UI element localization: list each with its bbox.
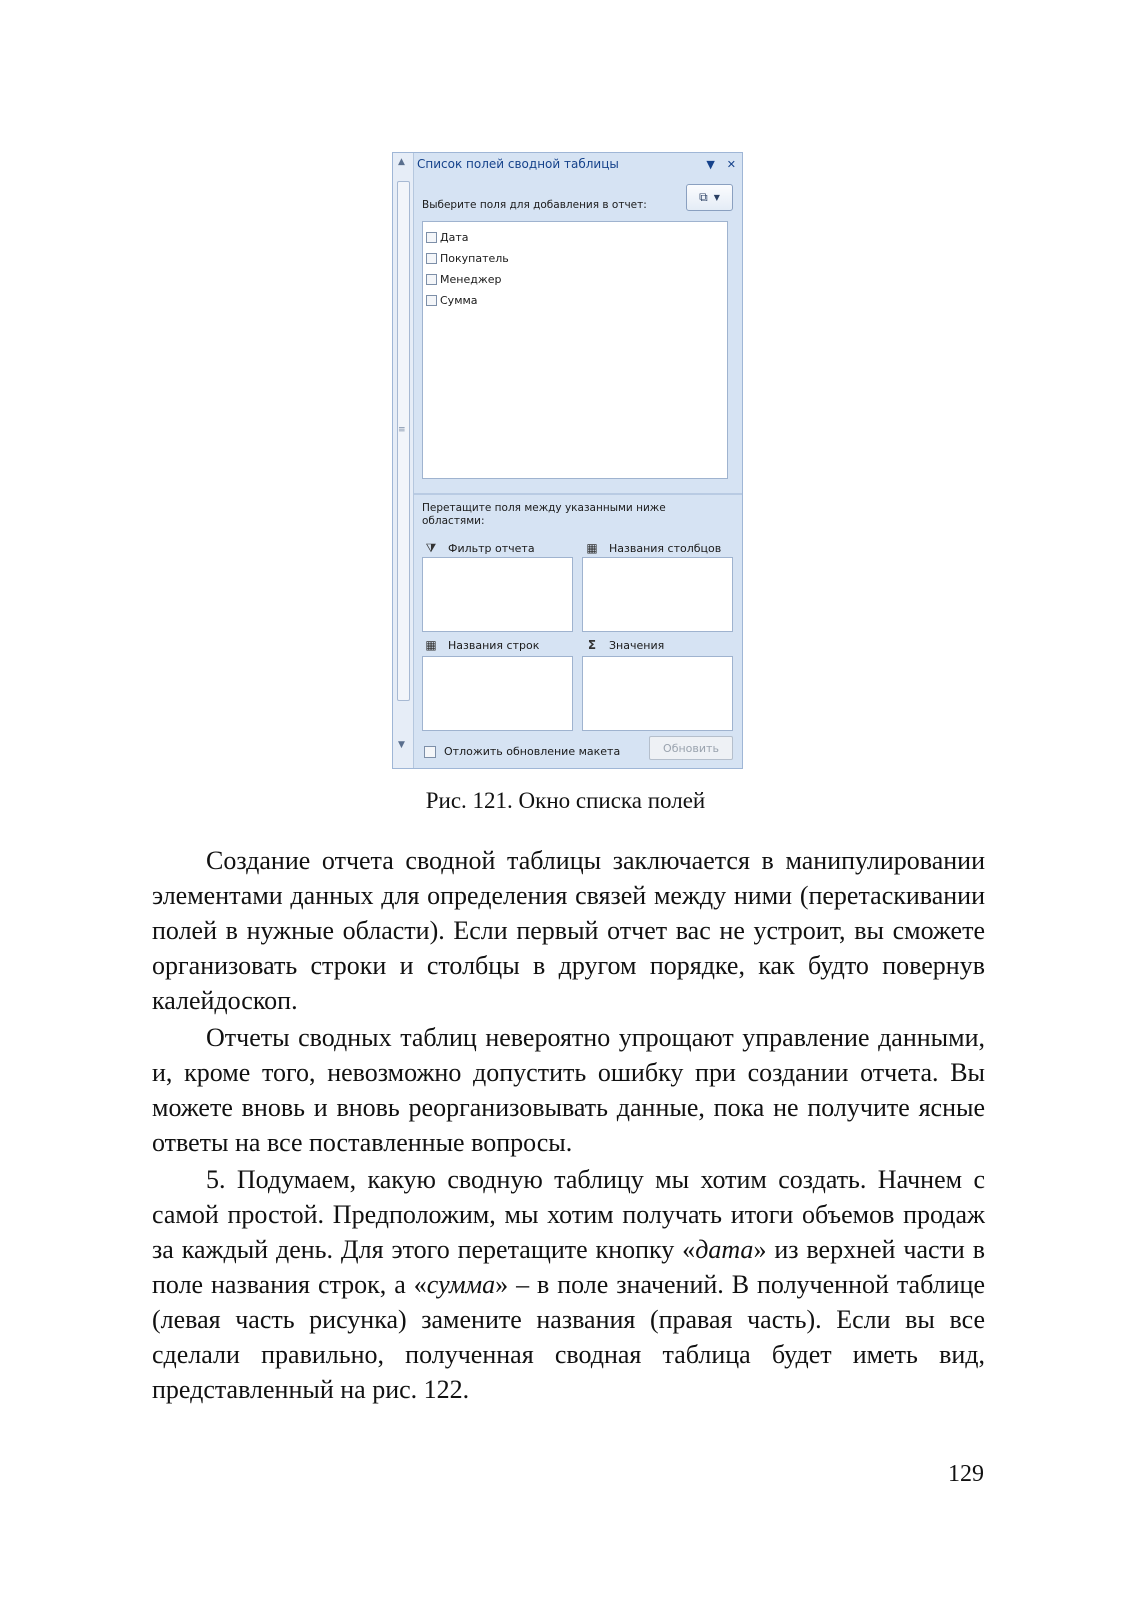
columns-area-label: Названия столбцов — [609, 541, 722, 555]
field-label: Дата — [440, 231, 469, 244]
chevron-down-icon: ▼ — [713, 193, 720, 202]
page-number: 129 — [948, 1461, 984, 1487]
close-icon[interactable]: ✕ — [726, 157, 736, 171]
body-text — [152, 843, 985, 1409]
paragraph: Отчеты сводных таблиц невероятно упрощают управление данными, и, кроме того, невозможно допустить ошибку при создании отчета. Вы можете вновь и вновь реорганизовывать данные, пока не получите ясные ответы на все поставленные вопросы. — [152, 1023, 985, 1157]
update-button[interactable]: Обновить — [649, 736, 733, 760]
filter-drop-zone[interactable] — [422, 557, 573, 632]
paragraph: Создание отчета сводной таблицы заключается в манипулировании элементами данных для определения связей между ними (перетаскивании полей в нужные области). Если первый отчет вас не устроит, вы сможете организовать строки и столбцы в другом порядке, как будто повернув калейдоскоп. — [152, 846, 985, 1015]
figure-caption: Рис. 121. Окно списка полей — [425, 788, 706, 813]
field-item-buyer[interactable] — [426, 248, 724, 269]
filter-area-label: Фильтр отчета — [448, 542, 535, 555]
field-label: Сумма — [440, 294, 478, 307]
field-item-date[interactable] — [426, 227, 724, 248]
field-label: Менеджер — [440, 273, 502, 286]
section-divider[interactable] — [414, 493, 742, 495]
columns-icon: ▦ — [586, 541, 598, 555]
field-label: Покупатель — [440, 252, 509, 265]
rows-icon: ▦ — [425, 638, 437, 652]
pivot-field-list-panel — [392, 152, 743, 769]
checkbox[interactable] — [426, 253, 437, 264]
rows-area-header — [422, 638, 539, 652]
columns-area-header — [583, 541, 721, 555]
values-area-label: Значения — [609, 638, 665, 652]
field-item-sum[interactable] — [426, 290, 724, 311]
scroll-thumb[interactable] — [397, 181, 410, 701]
defer-update-checkbox[interactable] — [424, 746, 436, 758]
layout-icon: ⧉ — [699, 190, 708, 204]
checkbox[interactable] — [426, 295, 437, 306]
field-list — [422, 221, 728, 479]
italic-term-sum: сумма — [426, 1270, 496, 1299]
text-run: 5. Подумаем, какую сводную таблицу мы хотим создать. Начнем с самой простой. Предположим, мы хотим получать итоги объемов продаж за каждый день. Для этого перетащите кнопку « — [152, 1165, 985, 1264]
values-area-header — [583, 638, 664, 652]
text-run: » из верхней части в поле названия строк, а « — [152, 1235, 985, 1299]
choose-fields-label: Выберите поля для добавления в отчет: — [422, 199, 647, 211]
italic-term-data: дата — [695, 1235, 754, 1264]
paragraph-step-5 — [152, 1162, 985, 1407]
checkbox[interactable] — [426, 274, 437, 285]
columns-drop-zone[interactable] — [582, 557, 733, 632]
field-item-manager[interactable] — [426, 269, 724, 290]
panel-titlebar — [414, 153, 742, 175]
rows-area-label: Названия строк — [448, 638, 540, 652]
panel-scrollbar[interactable] — [393, 153, 414, 768]
scroll-down-icon[interactable]: ▼ — [398, 740, 405, 750]
filter-area-header — [422, 541, 535, 556]
drag-fields-label: Перетащите поля между указанными ниже областями: — [422, 502, 666, 527]
defer-update-label: Отложить обновление макета — [444, 745, 621, 758]
scroll-up-icon[interactable]: ▲ — [398, 157, 405, 167]
defer-update-option[interactable] — [424, 745, 620, 758]
text-run: » – в поле значений. В полученной таблице (левая часть рисунка) замените названия (правая часть). Если вы все сделали правильно, полученная сводная таблица будет иметь вид, представленный на рис. 122. — [152, 1270, 985, 1404]
rows-drop-zone[interactable] — [422, 656, 573, 731]
layout-options-button[interactable] — [686, 184, 733, 211]
values-drop-zone[interactable] — [582, 656, 733, 731]
panel-title: Список полей сводной таблицы — [417, 157, 619, 171]
sigma-icon: Σ — [587, 638, 597, 652]
grip-icon: ≡ — [398, 425, 406, 435]
dropdown-arrow-icon[interactable]: ▼ — [706, 157, 715, 171]
filter-icon: ⧩ — [425, 541, 437, 555]
checkbox[interactable] — [426, 232, 437, 243]
